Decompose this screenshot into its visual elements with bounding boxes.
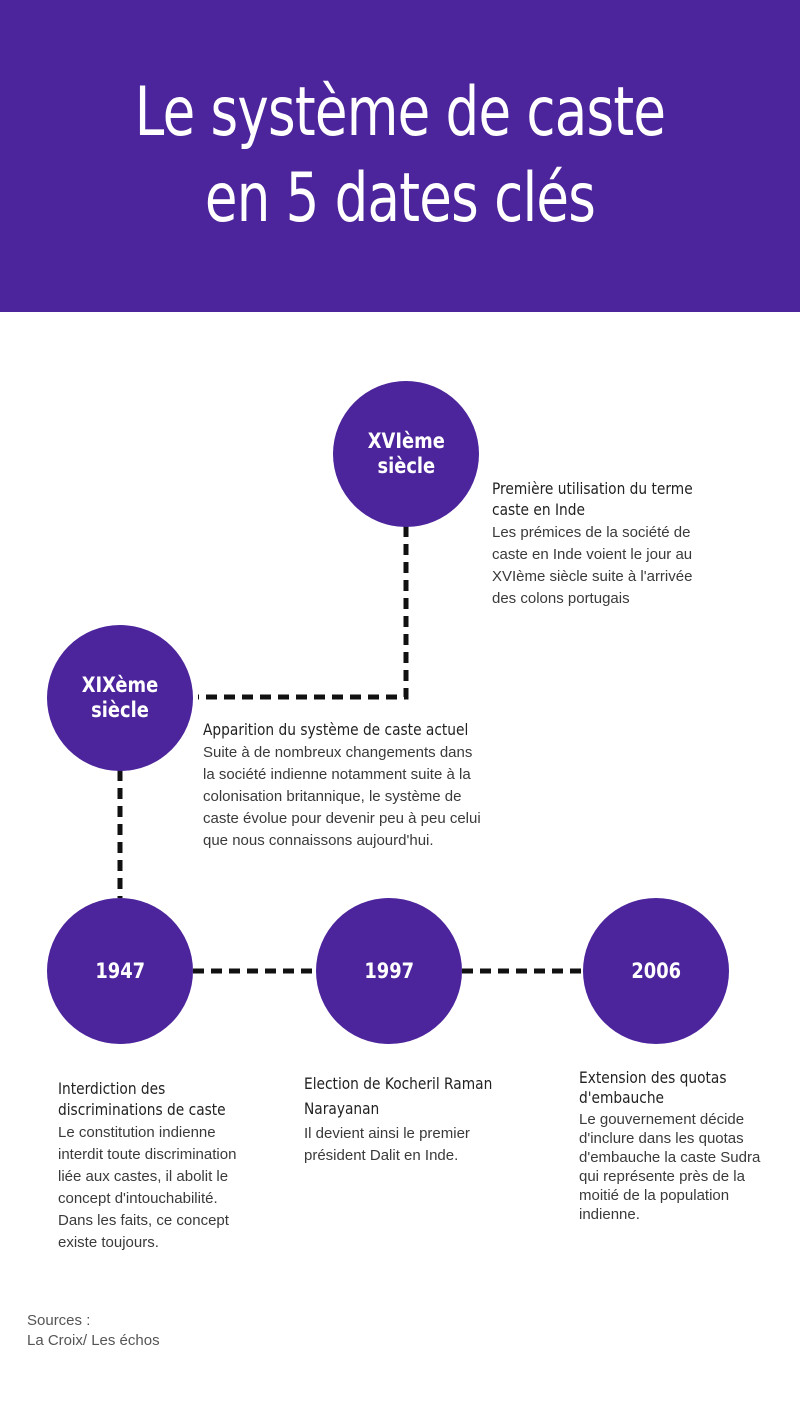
event-block-1947: [58, 1078, 254, 1254]
sources-note: [27, 1311, 160, 1351]
event-heading: Première utilisation du terme caste en Inde: [492, 479, 693, 519]
timeline-node-label: 1997: [364, 958, 414, 983]
timeline-node-2006: [583, 898, 729, 1044]
connector-xvi-to-xix: [198, 526, 406, 697]
event-block-2006: [579, 1068, 769, 1224]
page-title-line-1: Le système de caste: [134, 73, 666, 152]
timeline-node-xix-siecle: [47, 625, 193, 771]
event-heading: Extension des quotas d'embauche: [579, 1068, 727, 1107]
event-heading: Election de Kocheril Raman Narayanan: [304, 1074, 493, 1118]
event-description: Il devient ainsi le premier président Dalit en Inde.: [304, 1125, 470, 1164]
event-block-1997: [304, 1071, 504, 1167]
event-block-xvi-siecle: [492, 478, 720, 610]
timeline-node-1997: [316, 898, 462, 1044]
page-title-line-2: en 5 dates clés: [204, 159, 596, 238]
event-description: Le gouvernement décide d'inclure dans les quotas d'embauche la caste Sudra qui représente près de la moitié de la population indienne.: [579, 1111, 761, 1223]
event-heading: Interdiction des discriminations de caste: [58, 1079, 226, 1119]
event-description: Le constitution indienne interdit toute discrimination liée aux castes, il abolit le concept d'intouchabilité. Dans les faits, ce concept existe toujours.: [58, 1124, 237, 1251]
event-description: Les prémices de la société de caste en Inde voient le jour au XVIème siècle suite à l'arrivée des colons portugais: [492, 524, 693, 607]
event-block-xix-siecle: [203, 719, 485, 852]
event-description: Suite à de nombreux changements dans la société indienne notamment suite à la colonisation britannique, le système de caste évolue pour devenir peu à peu celui que nous connaissons aujourd'hui.: [203, 744, 481, 849]
timeline-node-xvi-siecle: [333, 381, 479, 527]
timeline-node-label: XIXème siècle: [81, 673, 159, 722]
timeline-node-1947: [47, 898, 193, 1044]
timeline-node-label: 1947: [95, 958, 145, 983]
sources-label: Sources :: [27, 1312, 91, 1329]
event-heading: Apparition du système de caste actuel: [203, 720, 469, 739]
sources-value: La Croix/ Les échos: [27, 1332, 160, 1349]
timeline-node-label: XVIème siècle: [367, 429, 445, 478]
timeline-node-label: 2006: [631, 958, 681, 983]
